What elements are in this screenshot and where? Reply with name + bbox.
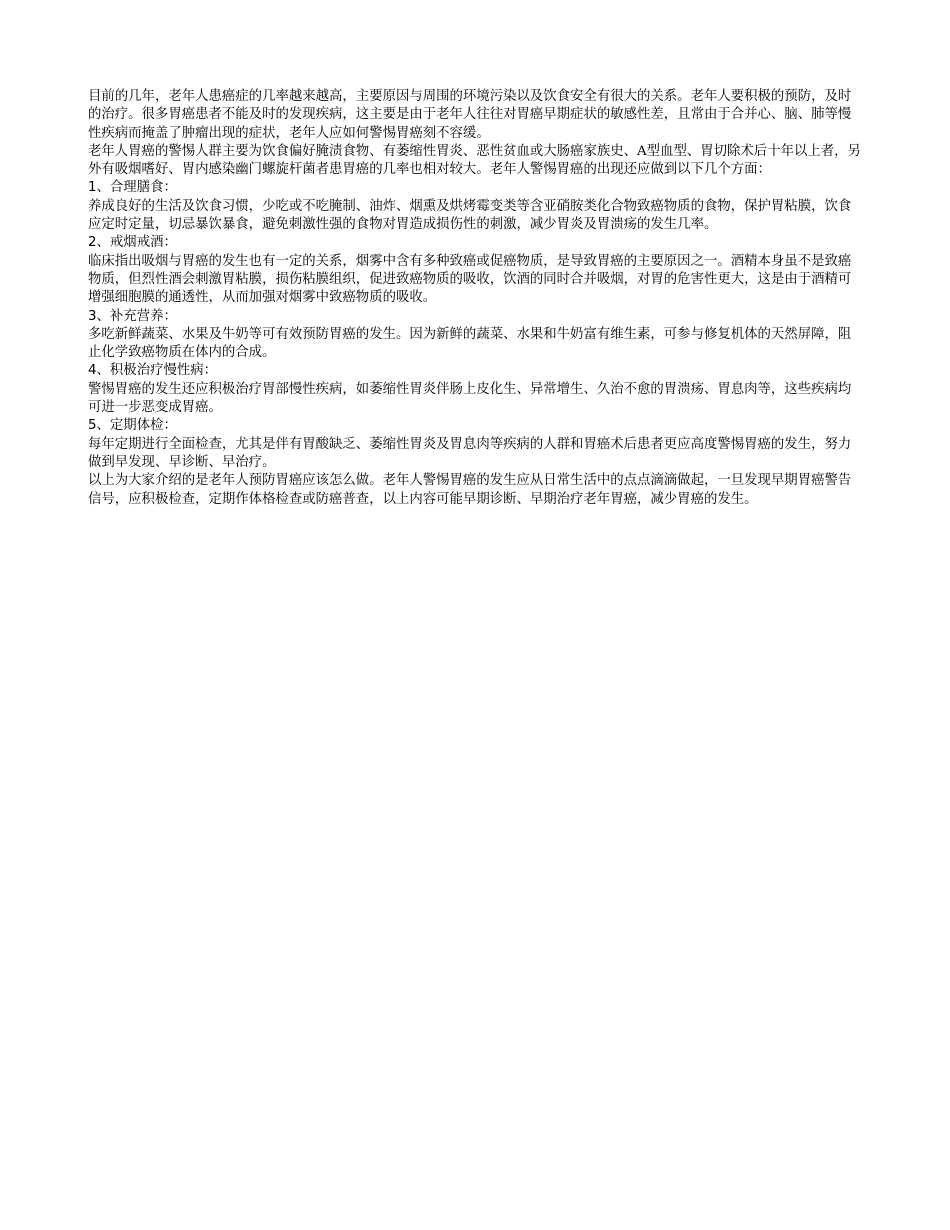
paragraph-diet: 养成良好的生活及饮食习惯，少吃或不吃腌制、油炸、烟熏及烘烤霉变类等含亚硝胺类化合物致癌物质的食物，保护胃粘膜，饮食应定时定量，切忌暴饮暴食，避免刺激性强的食物对胃造成损伤性的刺激，减少胃炎及胃溃疡的发生几率。: [88, 198, 852, 233]
document-page: [88, 88, 863, 509]
paragraph-intro-2: 老年人胃癌的警惕人群主要为饮食偏好腌渍食物、有萎缩性胃炎、恶性贫血或大肠癌家族史、A型血型、胃切除术后十年以上者，另外有吸烟嗜好、胃内感染幽门螺旋杆菌者患胃癌的几率也相对较大。老年人警惕胃癌的出现还应做到以下几个方面：: [88, 143, 861, 178]
paragraph-smoking: 临床指出吸烟与胃癌的发生也有一定的关系，烟雾中含有多种致癌或促癌物质，是导致胃癌的主要原因之一。酒精本身虽不是致癌物质，但烈性酒会刺激胃粘膜，损伤粘膜组织，促进致癌物质的吸收，饮酒的同时合并吸烟，对胃的危害性更大，这是由于酒精可增强细胞膜的通透性，从而加强对烟雾中致癌物质的吸收。: [88, 253, 852, 306]
section-heading-diet: 1、合理膳食：: [88, 180, 177, 196]
paragraph-checkup: 每年定期进行全面检查，尤其是伴有胃酸缺乏、萎缩性胃炎及胃息肉等疾病的人群和胃癌术后患者更应高度警惕胃癌的发生，努力做到早发现、早诊断、早治疗。: [88, 436, 852, 470]
paragraph-nutrition: 多吃新鲜蔬菜、水果及牛奶等可有效预防胃癌的发生。因为新鲜的蔬菜、水果和牛奶富有维生素，可参与修复机体的天然屏障，阻止化学致癌物质在体内的合成。: [88, 326, 852, 361]
section-heading-checkup: 5、定期体检：: [88, 418, 177, 434]
section-heading-nutrition: 3、补充营养：: [88, 308, 177, 324]
section-heading-smoking: 2、戒烟戒酒：: [88, 235, 177, 251]
section-heading-chronic: 4、积极治疗慢性病：: [88, 363, 218, 379]
paragraph-intro-1: 目前的几年，老年人患癌症的几率越来越高，主要原因与周围的环境污染以及饮食安全有很大的关系。老年人要积极的预防，及时的治疗。很多胃癌患者不能及时的发现疾病，这主要是由于老年人往往对胃癌早期症状的敏感性差，且常由于合并心、脑、肺等慢性疾病而掩盖了肿瘤出现的症状，老年人应如何警惕胃癌刻不容缓。: [88, 89, 852, 141]
paragraph-conclusion: 以上为大家介绍的是老年人预防胃癌应该怎么做。老年人警惕胃癌的发生应从日常生活中的点点滴滴做起，一旦发现早期胃癌警告信号，应积极检查，定期作体格检查或防癌普查，以上内容可能早期诊断、早期治疗老年胃癌，减少胃癌的发生。: [88, 473, 852, 507]
paragraph-chronic: 警惕胃癌的发生还应积极治疗胃部慢性疾病，如萎缩性胃炎伴肠上皮化生、异常增生、久治不愈的胃溃疡、胃息肉等，这些疾病均可进一步恶变成胃癌。: [88, 381, 852, 416]
